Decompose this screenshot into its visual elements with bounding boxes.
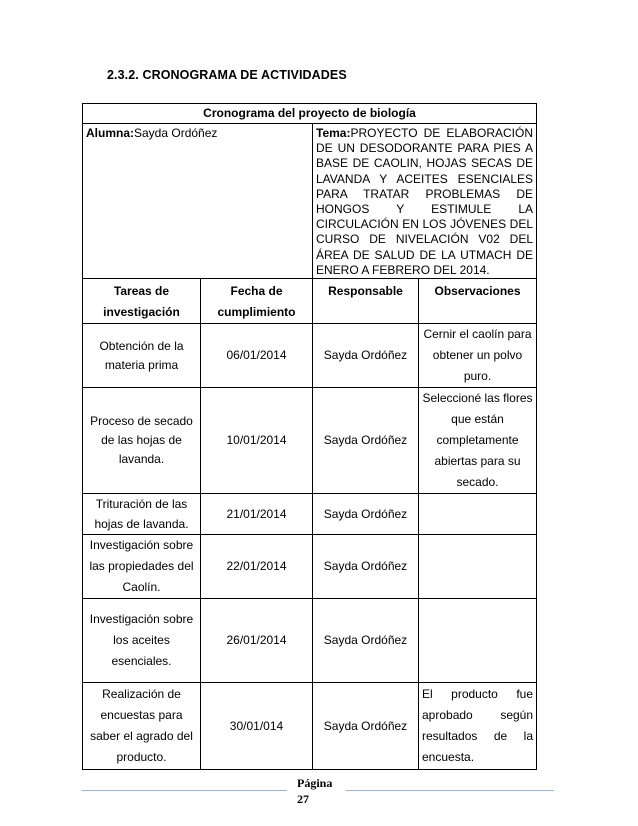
observation-cell bbox=[419, 494, 537, 535]
observation-cell: Seleccioné las flores que están completamente abiertas para su secado. bbox=[419, 388, 537, 494]
observation-cell bbox=[419, 535, 537, 599]
date-cell: 22/01/2014 bbox=[201, 535, 313, 599]
section-heading: 2.3.2. CRONOGRAMA DE ACTIVIDADES bbox=[107, 68, 347, 82]
table-title: Cronograma del proyecto de biología bbox=[83, 104, 537, 124]
page-number-block bbox=[297, 775, 347, 807]
table-row bbox=[83, 494, 537, 535]
responsible-cell: Sayda Ordóñez bbox=[313, 599, 419, 683]
column-header-date: Fecha de cumplimiento bbox=[201, 279, 313, 324]
date-cell: 21/01/2014 bbox=[201, 494, 313, 535]
page-number: 27 bbox=[297, 792, 309, 806]
topic-label: Tema: bbox=[316, 126, 351, 140]
table-row bbox=[83, 535, 537, 599]
column-header-responsible: Responsable bbox=[313, 279, 419, 324]
schedule-table bbox=[82, 103, 537, 770]
task-cell: Obtención de la materia prima bbox=[83, 324, 201, 388]
student-label: Alumna: bbox=[86, 126, 134, 140]
footer-divider-left bbox=[82, 790, 287, 791]
footer-divider-right bbox=[346, 790, 554, 791]
column-header-task: Tareas de investigación bbox=[83, 279, 201, 324]
task-cell: Investigación sobre las propiedades del Caolín. bbox=[83, 535, 201, 599]
date-cell: 26/01/2014 bbox=[201, 599, 313, 683]
responsible-cell: Sayda Ordóñez bbox=[313, 494, 419, 535]
task-cell: Investigación sobre los aceites esenciales. bbox=[83, 599, 201, 683]
responsible-cell: Sayda Ordóñez bbox=[313, 535, 419, 599]
table-row bbox=[83, 683, 537, 770]
task-cell: Realización de encuestas para saber el agrado del producto. bbox=[83, 683, 201, 770]
task-cell: Proceso de secado de las hojas de lavanda. bbox=[83, 388, 201, 494]
observation-cell bbox=[419, 599, 537, 683]
table-row bbox=[83, 324, 537, 388]
topic-text: PROYECTO DE ELABORACIÓN DE UN DESODORANTE PARA PIES A BASE DE CAOLIN, HOJAS SECAS DE LAVANDA Y ACEITES ESENCIALES PARA TRATAR PROBLEMAS DE HONGOS Y ESTIMULE LA CIRCULACIÓN EN LOS JÓVENES DEL CURSO DE NIVELACIÓN V02 DEL ÁREA DE SALUD DE LA UTMACH DE ENERO A FEBRERO DEL 2014. bbox=[316, 126, 534, 277]
table-row bbox=[83, 599, 537, 683]
column-header-observations: Observaciones bbox=[419, 279, 537, 324]
table-info-row bbox=[83, 124, 537, 279]
column-header-row bbox=[83, 279, 537, 324]
student-cell bbox=[83, 124, 313, 279]
date-cell: 30/01/014 bbox=[201, 683, 313, 770]
topic-cell bbox=[313, 124, 537, 279]
student-name: Sayda Ordóñez bbox=[134, 126, 218, 140]
observation-cell: El producto fue aprobado según resultados de la encuesta. bbox=[419, 683, 537, 770]
responsible-cell: Sayda Ordóñez bbox=[313, 683, 419, 770]
page-footer bbox=[0, 773, 638, 813]
table-row bbox=[83, 388, 537, 494]
task-cell: Trituración de las hojas de lavanda. bbox=[83, 494, 201, 535]
responsible-cell: Sayda Ordóñez bbox=[313, 388, 419, 494]
table-title-row bbox=[83, 104, 537, 124]
responsible-cell: Sayda Ordóñez bbox=[313, 324, 419, 388]
observation-cell: Cernir el caolín para obtener un polvo puro. bbox=[419, 324, 537, 388]
page-label: Página bbox=[297, 776, 333, 790]
date-cell: 06/01/2014 bbox=[201, 324, 313, 388]
date-cell: 10/01/2014 bbox=[201, 388, 313, 494]
